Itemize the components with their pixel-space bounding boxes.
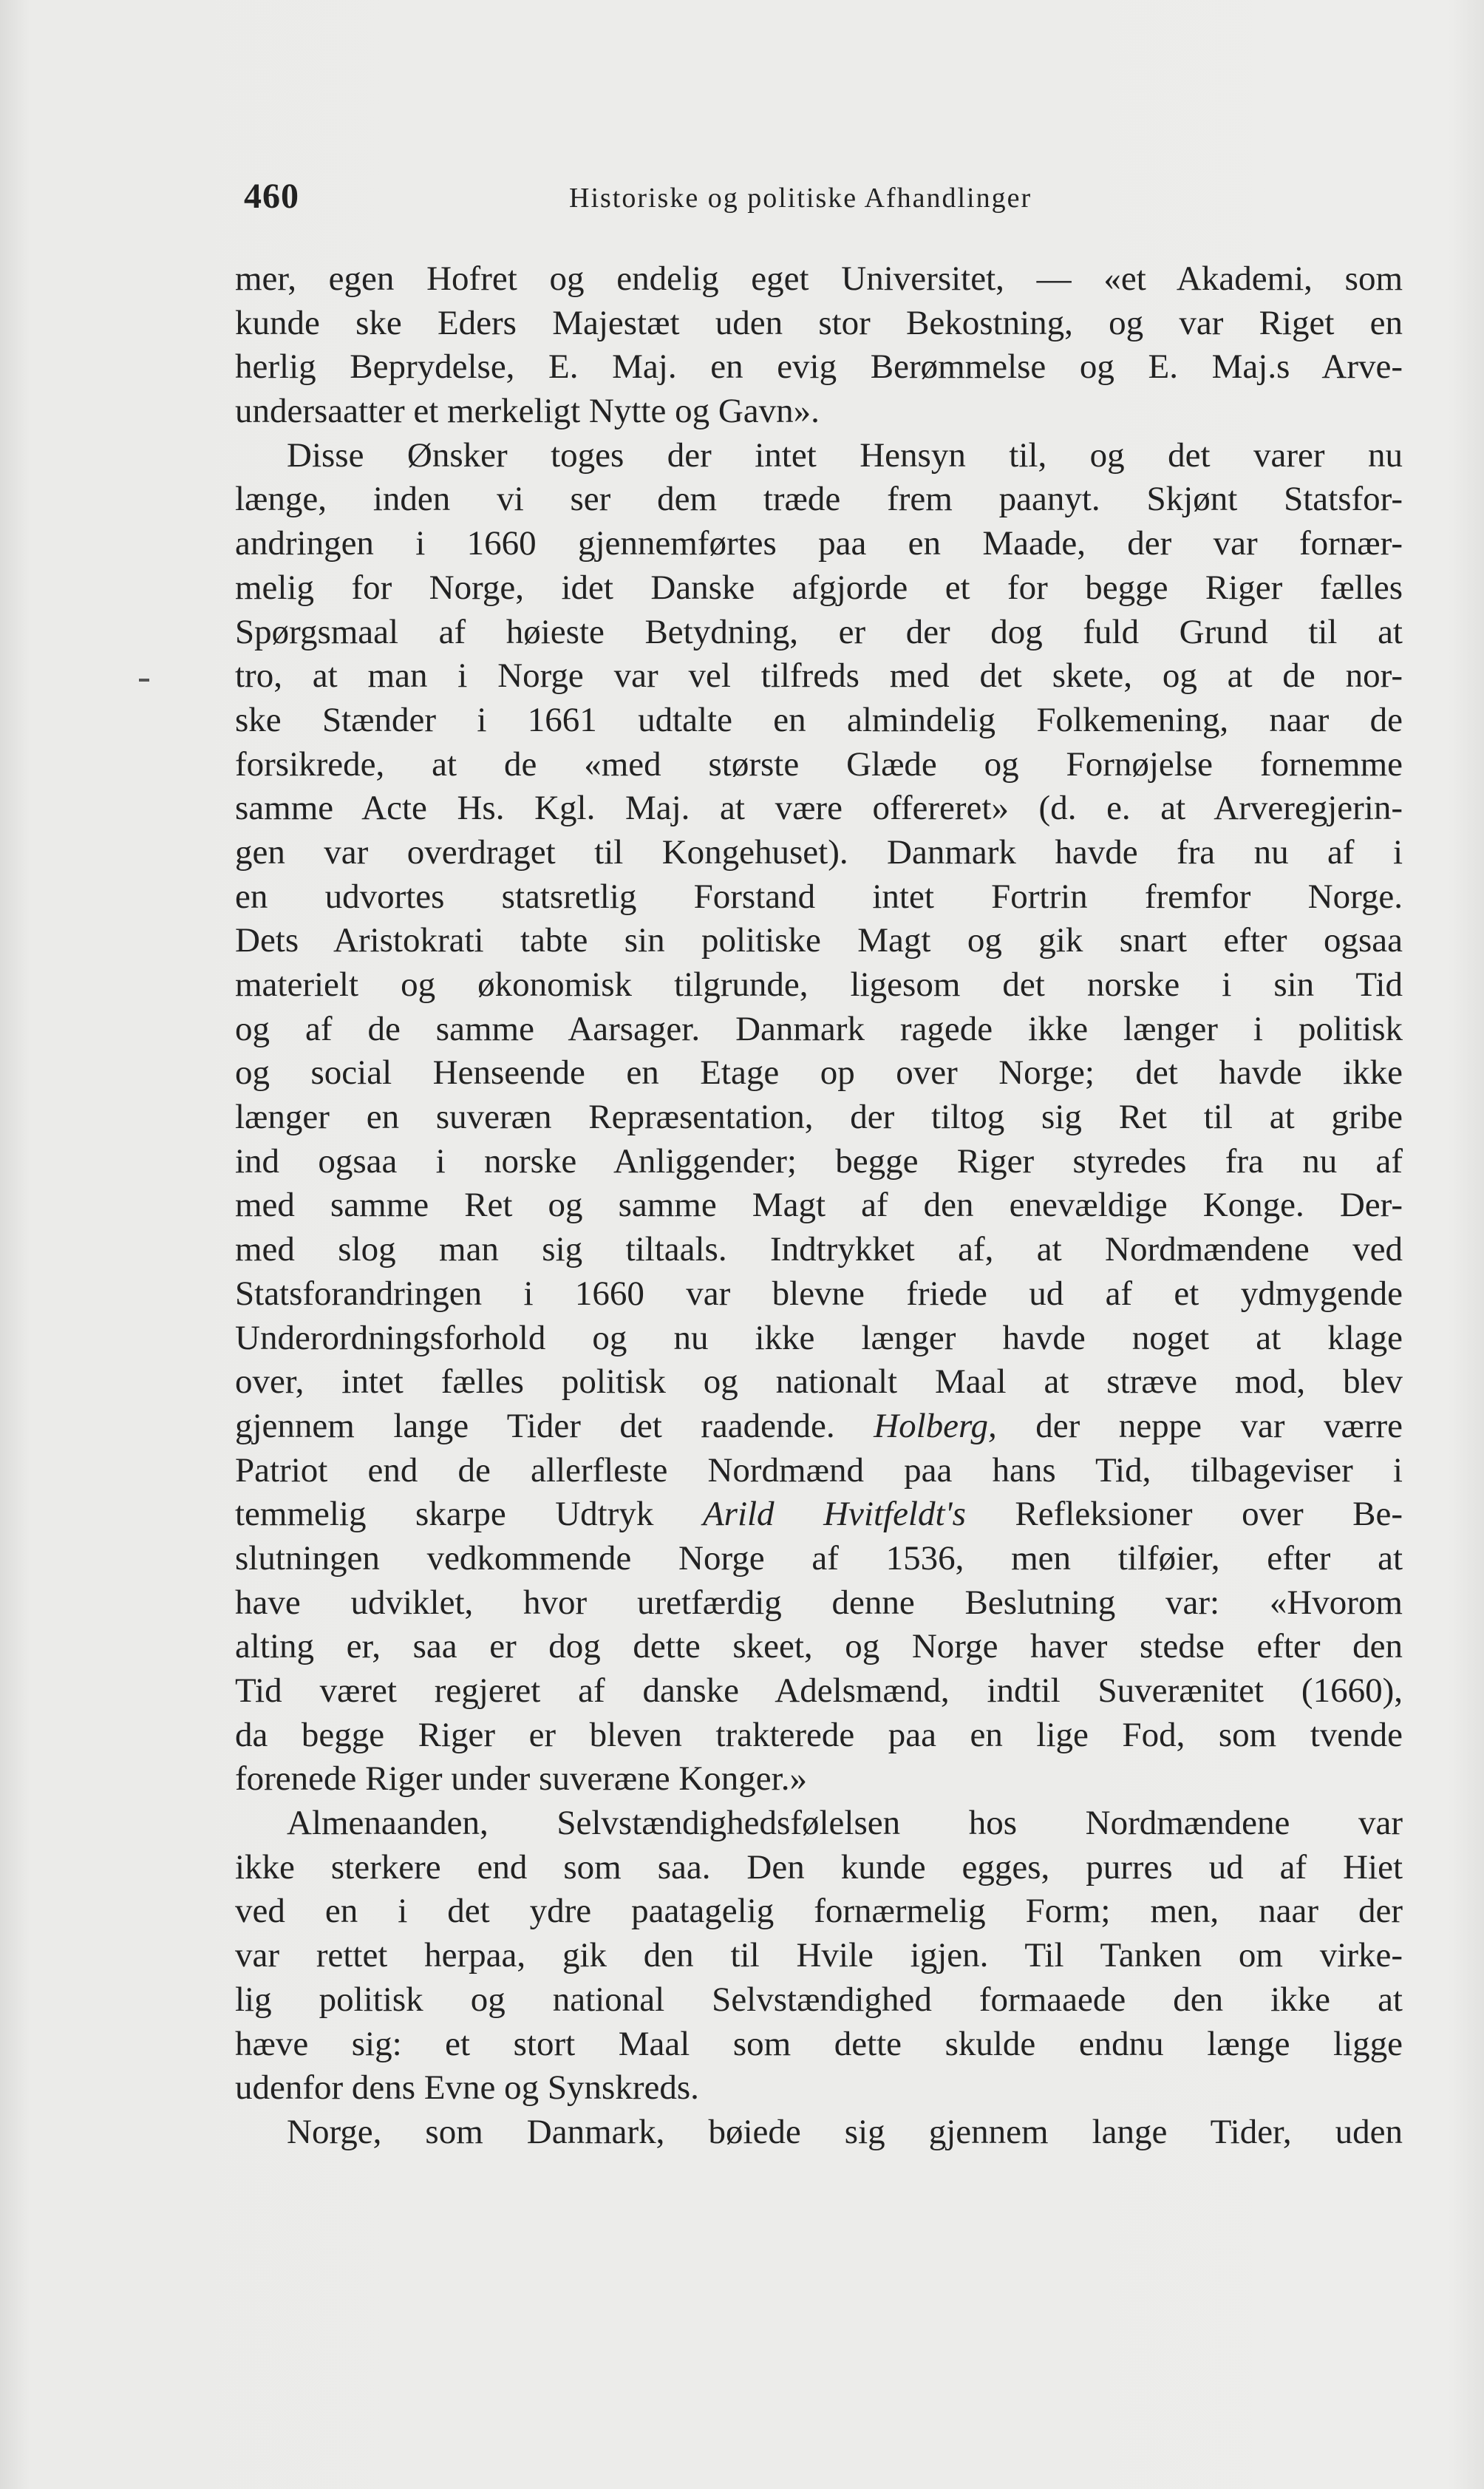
text-line: længe, inden vi ser dem træde frem paanyt. Skjønt Statsfor- (235, 480, 1403, 519)
text-line: gen var overdraget til Kongehuset). Danmark havde fra nu af i (235, 832, 1403, 872)
body-text (235, 257, 1403, 2155)
text-line: og af de samme Aarsager. Danmark ragede ikke længer i politisk (235, 1009, 1403, 1048)
text-line: ind ogsaa i norske Anliggender; begge Riger styredes fra nu af (235, 1141, 1403, 1181)
text-line: Underordningsforhold og nu ikke længer havde noget at klage (235, 1318, 1403, 1357)
text-fragment: der neppe var værre (996, 1406, 1403, 1445)
text-line: Almenaanden, Selvstændighedsfølelsen hos Nordmændene var (287, 1804, 1403, 1843)
text-line: og social Henseende en Etage op over Norge; det havde ikke (235, 1053, 1403, 1093)
text-line-holberg (235, 1405, 1403, 1449)
text-line: da begge Riger er bleven trakterede paa en lige Fod, som tvende (235, 1715, 1403, 1754)
running-title: Historiske og politiske Afhandlinger (569, 183, 1032, 214)
text-line: samme Acte Hs. Kgl. Maj. at være offereret» (d. e. at Arveregjerin- (235, 789, 1403, 828)
text-line: lig politisk og national Selvstændighed formaaede den ikke at (235, 1980, 1403, 2019)
text-line: slutningen vedkommende Norge af 1536, men tilføier, efter at (235, 1538, 1403, 1578)
text-line-hvitfeldt (235, 1493, 1403, 1537)
text-line: hæve sig: et stort Maal som dette skulde endnu længe ligge (235, 2024, 1403, 2063)
text-line: var rettet herpaa, gik den til Hvile igjen. Til Tanken om virke- (235, 1936, 1403, 1975)
text-line: have udviklet, hvor uretfærdig denne Beslutning var: «Hvorom (235, 1583, 1403, 1622)
text-line: forsikrede, at de «med største Glæde og Fornøjelse fornemme (235, 744, 1403, 784)
text-fragment: gjennem lange Tider det raadende. (235, 1406, 835, 1445)
text-line: ske Stænder i 1661 udtalte en almindelig Folkemening, naar de (235, 700, 1403, 739)
text-line: længer en suveræn Repræsentation, der tiltog sig Ret til at gribe (235, 1098, 1403, 1137)
text-line: Tid været regjeret af danske Adelsmænd, indtil Suverænitet (1660), (235, 1671, 1403, 1710)
text-line: udenfor dens Evne og Synskreds. (235, 2068, 699, 2108)
text-line: forenede Riger under suveræne Konger.» (235, 1759, 807, 1799)
text-line: Dets Aristokrati tabte sin politiske Magt og gik snart efter ogsaa (235, 921, 1403, 960)
text-line: Disse Ønsker toges der intet Hensyn til, og det varer nu (287, 435, 1403, 475)
text-line: mer, egen Hofret og endelig eget Universitet, — «et Akademi, som (235, 259, 1403, 298)
text-line: melig for Norge, idet Danske afgjorde et for begge Riger fælles (235, 568, 1403, 607)
text-line: med samme Ret og samme Magt af den enevældige Konge. Der- (235, 1186, 1403, 1225)
text-line: ikke sterkere end som saa. Den kunde egges, purres ud af Hiet (235, 1847, 1403, 1887)
text-line: med slog man sig tiltaals. Indtrykket af, at Nordmændene ved (235, 1230, 1403, 1269)
text-line: over, intet fælles politisk og nationalt Maal at stræve mod, blev (235, 1362, 1403, 1402)
italic-name-hvitfeldt: Arild Hvitfeldt's (702, 1495, 966, 1534)
text-line: Norge, som Danmark, bøiede sig gjennem lange Tider, uden (287, 2112, 1403, 2151)
text-line: herlig Beprydelse, E. Maj. en evig Berømmelse og E. Maj.s Arve- (235, 347, 1403, 387)
text-line: en udvortes statsretlig Forstand intet Fortrin fremfor Norge. (235, 877, 1403, 916)
text-line: alting er, saa er dog dette skeet, og Norge haver stedse efter den (235, 1627, 1403, 1666)
page-number: 460 (244, 177, 299, 216)
page-header (244, 176, 1397, 228)
text-line: Patriot end de allerfleste Nordmænd paa hans Tid, tilbageviser i (235, 1450, 1403, 1490)
text-fragment: temmelig skarpe Udtryk (235, 1495, 703, 1534)
margin-mark (139, 679, 149, 682)
text-line: Spørgsmaal af høieste Betydning, er der dog fuld Grund til at (235, 612, 1403, 651)
text-line: tro, at man i Norge var vel tilfreds med det skete, og at de nor- (235, 656, 1403, 696)
text-line: ved en i det ydre paatagelig fornærmelig Form; men, naar der (235, 1892, 1403, 1931)
text-line: materielt og økonomisk tilgrunde, ligesom det norske i sin Tid (235, 965, 1403, 1004)
text-line: kunde ske Eders Majestæt uden stor Bekostning, og var Riget en (235, 303, 1403, 342)
text-line: andringen i 1660 gjennemførtes paa en Maade, der var fornær- (235, 524, 1403, 563)
italic-name-holberg: Holberg, (874, 1406, 997, 1445)
text-fragment: Refleksioner over Be- (965, 1495, 1403, 1534)
text-line: Statsforandringen i 1660 var blevne friede ud af et ydmygende (235, 1274, 1403, 1313)
text-line: undersaatter et merkeligt Nytte og Gavn». (235, 392, 820, 431)
